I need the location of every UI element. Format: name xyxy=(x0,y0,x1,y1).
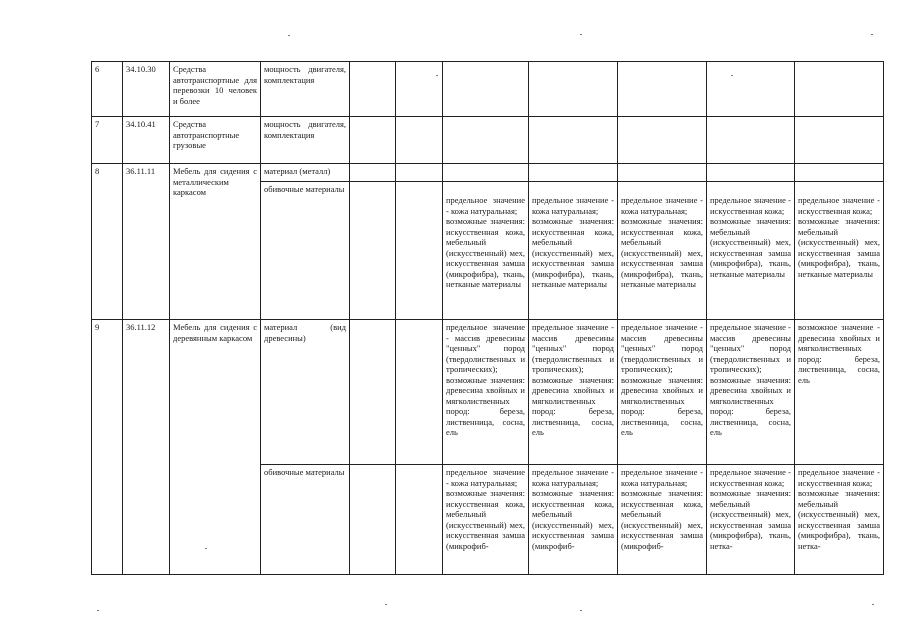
empty-cell xyxy=(443,117,529,164)
scan-speck xyxy=(580,610,582,611)
empty-cell xyxy=(350,117,396,164)
value-cell: предельное значение - искусственная кожа; возможные значения: мебельный (искусственный) мех, искусственная замша (микрофибра), ткань, нетканые материалы xyxy=(707,182,795,320)
empty-cell xyxy=(396,465,443,575)
empty-cell xyxy=(618,62,707,117)
characteristic-name: обивочные материалы xyxy=(261,465,350,575)
okpd-code: 36.11.11 xyxy=(123,164,170,320)
characteristic-name: материал (металл) xyxy=(261,164,350,182)
characteristic-name: обивочные материалы xyxy=(261,182,350,320)
value-cell: предельное значение - кожа натуральная; возможные значения: искусственная кожа, мебельный (искусственный) мех, искусственная замша (микрофибра), ткань, нетканые материалы xyxy=(618,182,707,320)
empty-cell xyxy=(529,117,618,164)
value-cell: предельное значение - искусственная кожа; возможные значения: мебельный (искусственный) мех, искусственная замша (микрофибра), ткань, нетка- xyxy=(795,465,884,575)
value-cell: возможное значение - древесина хвойных и мягколиственных пород: береза, лиственница, сосна, ель xyxy=(795,320,884,465)
empty-cell xyxy=(707,117,795,164)
table-row xyxy=(92,164,884,182)
empty-cell xyxy=(350,164,396,182)
value-cell: предельное значение - массив древесины "ценных" пород (твердолиственных и тропических); возможные значения: древесина хвойных и мягколиственных пород: береза, лиственница, сосна, ель xyxy=(618,320,707,465)
scan-speck xyxy=(97,610,99,611)
empty-cell xyxy=(396,62,443,117)
empty-cell xyxy=(618,117,707,164)
scan-speck xyxy=(871,34,873,35)
scan-speck xyxy=(580,34,582,35)
value-cell: предельное значение - массив древесины "ценных" пород (твердолиственных и тропических); возможные значения: древесина хвойных и мягколиственных пород: береза, лиственница, сосна, ель xyxy=(707,320,795,465)
value-cell: предельное значение - искусственная кожа; возможные значения: мебельный (искусственный) мех, искусственная замша (микрофибра), ткань, нетканые материалы xyxy=(795,182,884,320)
scan-speck xyxy=(288,35,290,36)
scan-speck xyxy=(385,604,387,605)
empty-cell xyxy=(707,62,795,117)
value-cell: предельное значение - кожа натуральная; возможные значения: искусственная кожа, мебельный (искусственный) мех, искусственная замша (микрофибра), ткань, нетканые материалы xyxy=(443,182,529,320)
product-characteristics-table xyxy=(91,61,884,575)
table-row xyxy=(92,62,884,117)
value-cell: предельное значение - кожа натуральная; возможные значения: искусственная кожа, мебельный (искусственный) мех, искусственная замша (микрофибра), ткань, нетканые материалы xyxy=(529,182,618,320)
okpd-code: 36.11.12 xyxy=(123,320,170,575)
empty-cell xyxy=(396,320,443,465)
row-number: 6 xyxy=(92,62,123,117)
table-row xyxy=(92,117,884,164)
value-cell: предельное значение - кожа натуральная; возможные значения: искусственная кожа, мебельный (искусственный) мех, искусственная замша (микрофиб- xyxy=(443,465,529,575)
value-cell: предельное значение - кожа натуральная; возможные значения: искусственная кожа, мебельный (искусственный) мех, искусственная замша (микрофиб- xyxy=(618,465,707,575)
empty-cell xyxy=(350,62,396,117)
row-number: 8 xyxy=(92,164,123,320)
row-number: 9 xyxy=(92,320,123,575)
characteristic-name: материал (вид древесины) xyxy=(261,320,350,465)
okpd-code: 34.10.30 xyxy=(123,62,170,117)
value-cell: предельное значение - массив древесины "ценных" пород (твердолиственных и тропических); возможные значения: древесина хвойных и мягколиственных пород: береза, лиственница, сосна, ель xyxy=(529,320,618,465)
empty-cell xyxy=(795,62,884,117)
empty-cell xyxy=(396,182,443,320)
empty-cell xyxy=(396,164,443,182)
empty-cell xyxy=(707,164,795,182)
value-cell: предельное значение - массив древесины "ценных" пород (твердолиственных и тропических); возможные значения: древесина хвойных и мягколиственных пород: береза, лиственница, сосна, ель xyxy=(443,320,529,465)
empty-cell xyxy=(350,320,396,465)
product-name: Мебель для сидения с металлическим каркасом xyxy=(170,164,261,320)
empty-cell xyxy=(350,182,396,320)
characteristic-name: мощность двигателя, комплектация xyxy=(261,117,350,164)
characteristic-name: мощность двигателя, комплектация xyxy=(261,62,350,117)
empty-cell xyxy=(350,465,396,575)
product-name: Средства автотранспортные для перевозки 10 человек и более xyxy=(170,62,261,117)
scan-speck xyxy=(872,604,874,605)
empty-cell xyxy=(795,164,884,182)
table-row xyxy=(92,320,884,465)
empty-cell xyxy=(443,62,529,117)
value-cell: предельное значение - искусственная кожа; возможные значения: мебельный (искусственный) мех, искусственная замша (микрофибра), ткань, нетка- xyxy=(707,465,795,575)
empty-cell xyxy=(618,164,707,182)
empty-cell xyxy=(443,164,529,182)
product-name: Средства автотранспортные грузовые xyxy=(170,117,261,164)
empty-cell xyxy=(529,164,618,182)
empty-cell xyxy=(396,117,443,164)
row-number: 7 xyxy=(92,117,123,164)
empty-cell xyxy=(795,117,884,164)
product-name: Мебель для сидения с деревянным каркасом xyxy=(170,320,261,575)
okpd-code: 34.10.41 xyxy=(123,117,170,164)
empty-cell xyxy=(529,62,618,117)
value-cell: предельное значение - кожа натуральная; возможные значения: искусственная кожа, мебельный (искусственный) мех, искусственная замша (микрофиб- xyxy=(529,465,618,575)
